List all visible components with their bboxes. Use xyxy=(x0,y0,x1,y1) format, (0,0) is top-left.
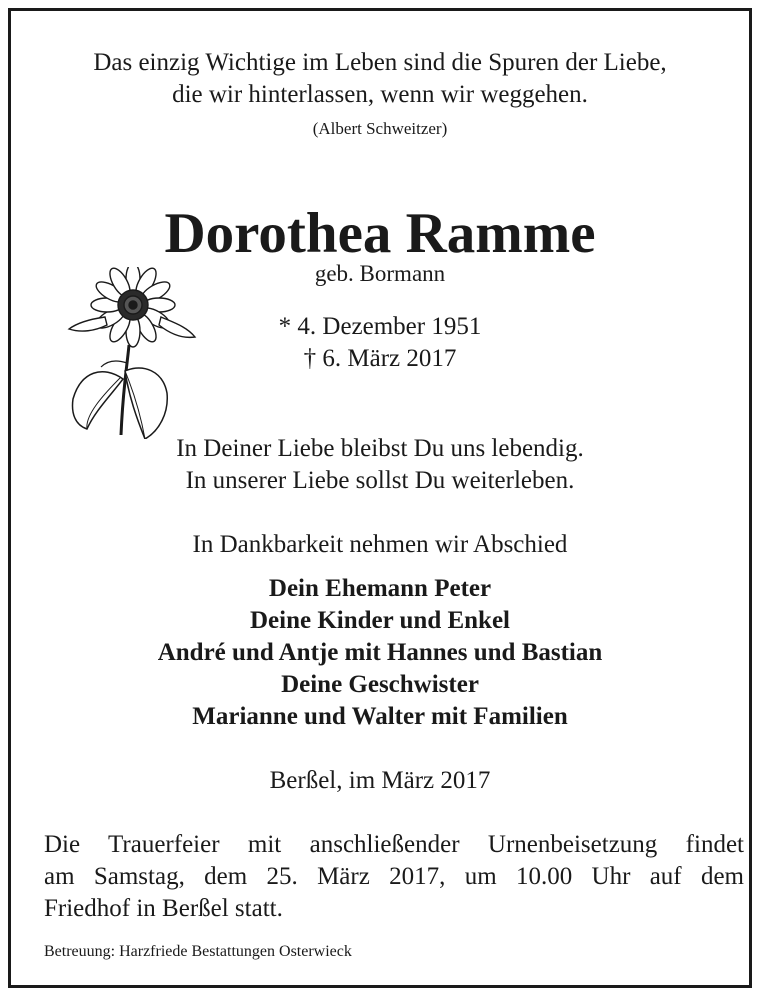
ceremony-line: am Samstag, dem 25. März 2017, um 10.00 Uhr auf dem xyxy=(44,863,744,890)
life-dates xyxy=(11,311,749,375)
ceremony-line: Die Trauerfeier mit anschließender Urnenbeisetzung findet xyxy=(44,831,744,858)
mourner-line: André und Antje mit Hannes und Bastian xyxy=(157,639,603,666)
deceased-name: Dorothea Ramme xyxy=(164,202,596,265)
quote-line: Das einzig Wichtige im Leben sind die Spuren der Liebe, xyxy=(93,49,667,76)
mourners-list xyxy=(11,573,749,733)
farewell-text: In Dankbarkeit nehmen wir Abschied xyxy=(192,531,568,558)
death-date: † 6. März 2017 xyxy=(303,345,457,372)
mourner-line: Deine Geschwister xyxy=(281,671,479,698)
ceremony-info xyxy=(44,829,744,925)
ceremony-line: Friedhof in Berßel statt. xyxy=(44,895,283,922)
undertaker-credit: Betreuung: Harzfriede Bestattungen Osterwieck xyxy=(44,943,352,960)
mourner-line: Dein Ehemann Peter xyxy=(268,575,492,602)
mourner-line: Marianne und Walter mit Familien xyxy=(192,703,568,730)
poem xyxy=(11,433,749,497)
birth-name: geb. Bormann xyxy=(314,261,446,286)
quote-line: die wir hinterlassen, wenn wir weggehen. xyxy=(172,81,588,108)
obituary-frame xyxy=(8,8,752,988)
poem-line: In Deiner Liebe bleibst Du uns lebendig. xyxy=(176,435,584,462)
quote-author: (Albert Schweitzer) xyxy=(312,119,448,138)
poem-line: In unserer Liebe sollst Du weiterleben. xyxy=(185,467,575,494)
quote xyxy=(11,47,749,111)
mourner-line: Deine Kinder und Enkel xyxy=(249,607,511,634)
birth-date: * 4. Dezember 1951 xyxy=(278,313,482,340)
place-date: Berßel, im März 2017 xyxy=(269,767,491,794)
